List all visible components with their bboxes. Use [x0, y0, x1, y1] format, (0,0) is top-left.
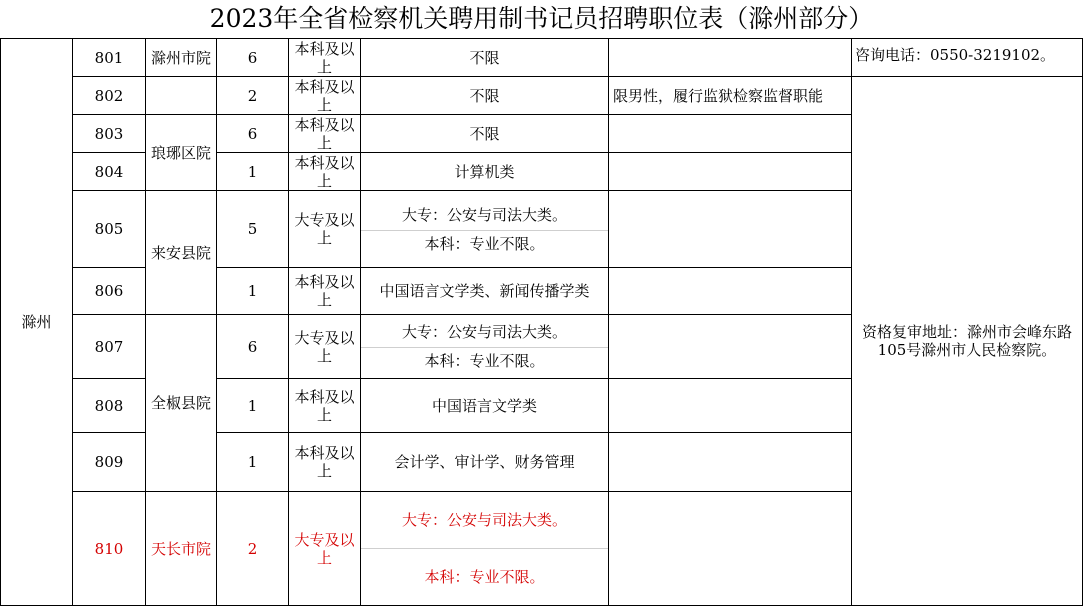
position-code: 806	[73, 268, 146, 315]
count-cell: 6	[217, 315, 289, 379]
position-code: 801	[73, 39, 146, 77]
major-cell: 中国语言文学类	[361, 379, 609, 433]
unit-cell: 来安县院	[146, 191, 217, 315]
contact-cell: 咨询电话：0550-3219102。	[852, 39, 1083, 77]
position-code: 810	[73, 492, 146, 606]
major-bachelor: 本科：专业不限。	[424, 568, 545, 586]
count-cell: 2	[217, 492, 289, 606]
count-cell: 1	[217, 379, 289, 433]
unit-cell: 全椒县院	[146, 315, 217, 492]
count-cell: 1	[217, 433, 289, 492]
education-cell: 本科及以上	[289, 433, 361, 492]
note-cell	[609, 379, 852, 433]
position-code: 804	[73, 153, 146, 191]
unit-cell: 天长市院	[146, 492, 217, 606]
note-cell	[609, 433, 852, 492]
unit-cell: 琅琊区院	[146, 115, 217, 191]
note-cell	[609, 153, 852, 191]
unit-cell: 滁州市院	[146, 39, 217, 77]
position-code: 808	[73, 379, 146, 433]
unit-cell	[146, 77, 217, 115]
major-college: 大专：公安与司法大类。	[361, 191, 608, 231]
note-cell	[609, 115, 852, 153]
major-cell: 计算机类	[361, 153, 609, 191]
note-cell: 限男性，履行监狱检察监督职能	[609, 77, 852, 115]
education-cell: 大专及以上	[289, 315, 361, 379]
major-cell: 不限	[361, 39, 609, 77]
position-code: 807	[73, 315, 146, 379]
position-code: 805	[73, 191, 146, 268]
position-code: 802	[73, 77, 146, 115]
count-cell: 5	[217, 191, 289, 268]
note-cell	[609, 268, 852, 315]
positions-table	[0, 38, 1083, 606]
major-bachelor: 本科：专业不限。	[424, 234, 545, 253]
major-bachelor: 本科：专业不限。	[424, 352, 545, 370]
table-row	[1, 39, 1083, 77]
education-cell: 本科及以上	[289, 39, 361, 77]
page-title: 2023年全省检察机关聘用制书记员招聘职位表（滁州部分）	[209, 4, 874, 33]
major-cell: 中国语言文学类、新闻传播学类	[361, 268, 609, 315]
count-cell: 1	[217, 153, 289, 191]
education-cell: 本科及以上	[289, 77, 361, 115]
count-cell: 2	[217, 77, 289, 115]
education-cell: 大专及以上	[289, 492, 361, 606]
major-cell: 不限	[361, 115, 609, 153]
count-cell: 6	[217, 115, 289, 153]
education-cell: 大专及以上	[289, 191, 361, 268]
major-cell: 会计学、审计学、财务管理	[361, 433, 609, 492]
education-cell: 本科及以上	[289, 153, 361, 191]
position-code: 803	[73, 115, 146, 153]
note-cell	[609, 191, 852, 268]
position-code: 809	[73, 433, 146, 492]
table-row	[1, 77, 1083, 115]
major-cell: 不限	[361, 77, 609, 115]
count-cell: 6	[217, 39, 289, 77]
note-cell	[609, 492, 852, 606]
major-cell	[361, 191, 609, 268]
note-cell	[609, 39, 852, 77]
region-cell: 滁州	[1, 39, 73, 606]
note-cell	[609, 315, 852, 379]
education-cell: 本科及以上	[289, 115, 361, 153]
major-cell	[361, 492, 609, 606]
education-cell: 本科及以上	[289, 268, 361, 315]
count-cell: 1	[217, 268, 289, 315]
major-college: 大专：公安与司法大类。	[361, 492, 608, 549]
major-college: 大专：公安与司法大类。	[361, 315, 608, 348]
address-cell: 资格复审地址：滁州市会峰东路105号滁州市人民检察院。	[852, 77, 1083, 606]
major-cell	[361, 315, 609, 379]
education-cell: 本科及以上	[289, 379, 361, 433]
